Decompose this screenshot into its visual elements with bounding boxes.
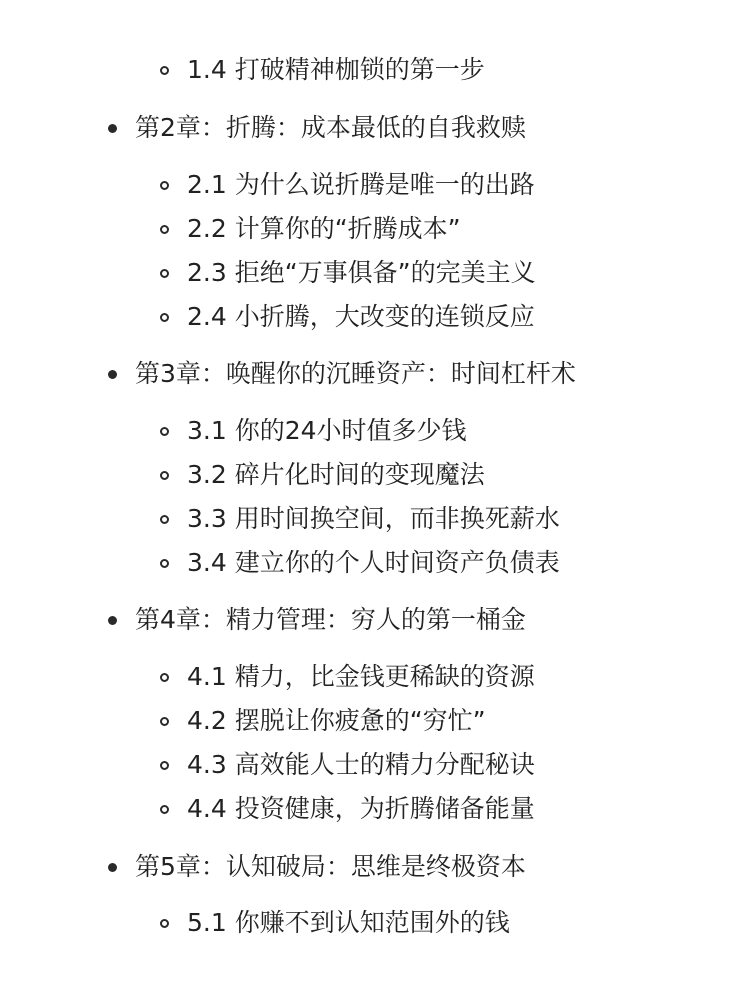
hollow-bullet-icon xyxy=(160,269,169,278)
list-item-section-5-1 xyxy=(160,903,510,943)
hollow-bullet-icon xyxy=(160,427,169,436)
chapter-title: 第4章：精力管理：穷人的第一桶金 xyxy=(135,605,526,634)
list-item-chapter-3 xyxy=(108,354,576,394)
solid-bullet-icon xyxy=(108,124,117,133)
list-item-section-3-3 xyxy=(160,499,560,539)
list-item-section-4-2 xyxy=(160,701,486,741)
section-title: 2.2 计算你的“折腾成本” xyxy=(187,214,461,243)
list-item-chapter-2 xyxy=(108,108,526,148)
section-title: 5.1 你赚不到认知范围外的钱 xyxy=(187,908,510,937)
hollow-bullet-icon xyxy=(160,313,169,322)
list-item-section-4-3 xyxy=(160,745,535,785)
section-title: 2.4 小折腾，大改变的连锁反应 xyxy=(187,302,535,331)
section-title: 3.4 建立你的个人时间资产负债表 xyxy=(187,548,560,577)
list-item-section-2-4 xyxy=(160,297,535,337)
solid-bullet-icon xyxy=(108,370,117,379)
section-title: 4.1 精力，比金钱更稀缺的资源 xyxy=(187,662,535,691)
hollow-bullet-icon xyxy=(160,66,169,75)
section-title: 4.4 投资健康，为折腾储备能量 xyxy=(187,794,535,823)
list-item-chapter-4 xyxy=(108,600,526,640)
hollow-bullet-icon xyxy=(160,717,169,726)
section-title: 1.4 打破精神枷锁的第一步 xyxy=(187,55,485,84)
solid-bullet-icon xyxy=(108,616,117,625)
hollow-bullet-icon xyxy=(160,805,169,814)
hollow-bullet-icon xyxy=(160,515,169,524)
chapter-title: 第3章：唤醒你的沉睡资产：时间杠杆术 xyxy=(135,359,576,388)
list-item-section-2-2 xyxy=(160,209,461,249)
section-title: 4.3 高效能人士的精力分配秘诀 xyxy=(187,750,535,779)
hollow-bullet-icon xyxy=(160,559,169,568)
list-item-section-2-1 xyxy=(160,165,535,205)
list-item-section-4-1 xyxy=(160,657,535,697)
hollow-bullet-icon xyxy=(160,181,169,190)
section-title: 3.1 你的24小时值多少钱 xyxy=(187,416,467,445)
solid-bullet-icon xyxy=(108,863,117,872)
list-item-section-4-4 xyxy=(160,789,535,829)
section-title: 2.1 为什么说折腾是唯一的出路 xyxy=(187,170,535,199)
hollow-bullet-icon xyxy=(160,225,169,234)
list-item-section-3-2 xyxy=(160,455,485,495)
hollow-bullet-icon xyxy=(160,919,169,928)
list-item-section-3-4 xyxy=(160,543,560,583)
hollow-bullet-icon xyxy=(160,471,169,480)
chapter-title: 第5章：认知破局：思维是终极资本 xyxy=(135,852,526,881)
section-title: 3.3 用时间换空间，而非换死薪水 xyxy=(187,504,560,533)
section-title: 2.3 拒绝“万事俱备”的完美主义 xyxy=(187,258,536,287)
list-item-section-2-3 xyxy=(160,253,536,293)
list-item-section-3-1 xyxy=(160,411,467,451)
section-title: 4.2 摆脱让你疲惫的“穷忙” xyxy=(187,706,486,735)
list-item-section-1-4 xyxy=(160,50,485,90)
list-item-chapter-5 xyxy=(108,847,526,887)
hollow-bullet-icon xyxy=(160,673,169,682)
chapter-title: 第2章：折腾：成本最低的自我救赎 xyxy=(135,113,526,142)
hollow-bullet-icon xyxy=(160,761,169,770)
section-title: 3.2 碎片化时间的变现魔法 xyxy=(187,460,485,489)
